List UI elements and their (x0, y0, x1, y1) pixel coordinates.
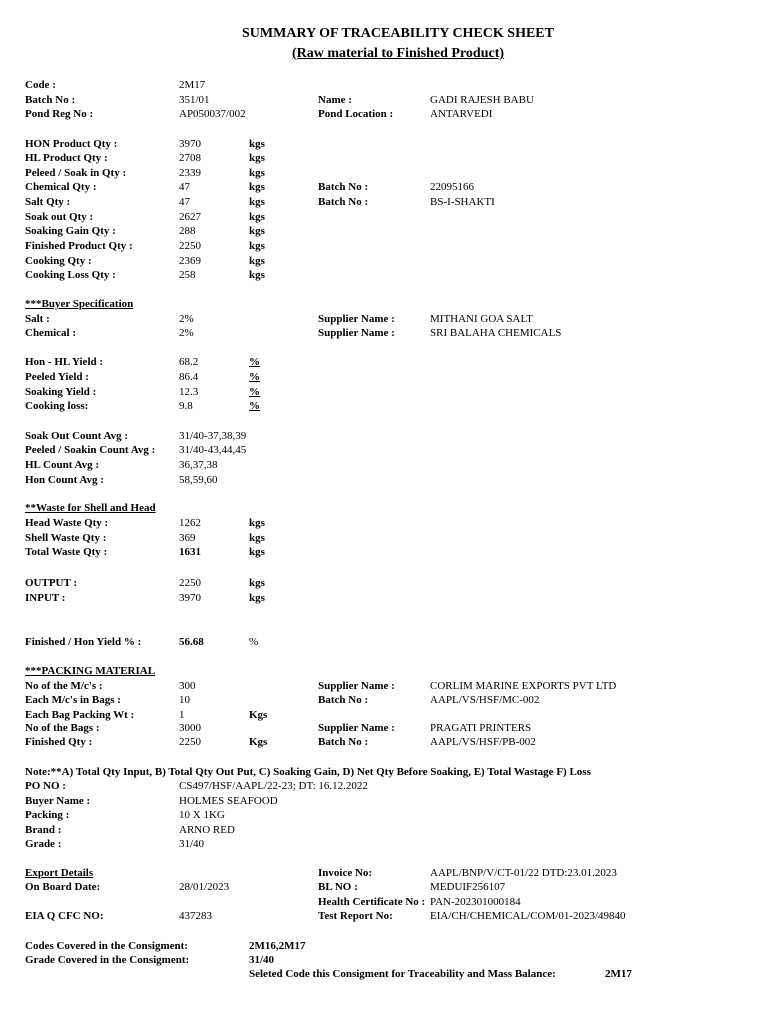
field-value: 288 (179, 225, 196, 237)
field-value: BS-I-SHAKTI (430, 196, 495, 208)
field-value: Batch No : (318, 736, 369, 748)
field-value: Invoice No: (318, 867, 373, 879)
field-value: kgs (249, 211, 265, 223)
field-label: Cooking loss: (25, 400, 89, 412)
field-label: Brand : (25, 824, 62, 836)
field-value: ANTARVEDI (430, 108, 493, 120)
field-value: % (249, 356, 260, 368)
field-value: 10 X 1KG (179, 809, 225, 821)
field-label: Batch No : (25, 94, 76, 106)
field-value: MITHANI GOA SALT (430, 313, 533, 325)
field-label: Cooking Qty : (25, 255, 92, 267)
field-label: Pond Reg No : (25, 108, 94, 120)
field-value: Supplier Name : (318, 680, 395, 692)
field-label: Salt Qty : (25, 196, 71, 208)
field-label: Code : (25, 79, 56, 91)
field-value: BL NO : (318, 881, 358, 893)
document-title: SUMMARY OF TRACEABILITY CHECK SHEET (242, 26, 554, 41)
field-value: 2M16,2M17 (249, 940, 306, 952)
field-label: Chemical : (25, 327, 77, 339)
field-value: Supplier Name : (318, 313, 395, 325)
field-value: CORLIM MARINE EXPORTS PVT LTD (430, 680, 617, 692)
field-value: 2250 (179, 240, 201, 252)
field-label: Shell Waste Qty : (25, 532, 107, 544)
field-label: Soak Out Count Avg : (25, 430, 129, 442)
field-label: Hon - HL Yield : (25, 356, 104, 368)
field-value: kgs (249, 181, 265, 193)
field-value: 22095166 (430, 181, 474, 193)
field-value: 437283 (179, 910, 212, 922)
field-label: Health Certificate No : (318, 896, 426, 908)
field-label: Finished Product Qty : (25, 240, 133, 252)
field-value: 31/40 (179, 838, 205, 850)
field-label: ***PACKING MATERIAL (25, 665, 156, 677)
field-value: 1262 (179, 517, 201, 529)
field-value: 12.3 (179, 386, 199, 398)
field-value: AP050037/002 (179, 108, 246, 120)
field-value: 2% (179, 313, 194, 325)
field-label: ***Buyer Specification (25, 298, 134, 310)
field-value: PAN-202301000184 (430, 896, 521, 908)
field-label: INPUT : (25, 592, 66, 604)
field-label: Soaking Gain Qty : (25, 225, 116, 237)
field-value: % (249, 386, 260, 398)
field-value: 68.2 (179, 356, 199, 368)
field-value: 47 (179, 181, 190, 193)
field-value: kgs (249, 577, 265, 589)
field-value: 2369 (179, 255, 201, 267)
field-value: Supplier Name : (318, 327, 395, 339)
field-label: PO NO : (25, 780, 66, 792)
field-label: No of the Bags : (25, 722, 100, 734)
field-value: ARNO RED (179, 824, 235, 836)
field-value: kgs (249, 225, 265, 237)
field-value: 2250 (179, 577, 201, 589)
field-value: Batch No : (318, 196, 369, 208)
field-value: HOLMES SEAFOOD (179, 795, 278, 807)
field-value: 3000 (179, 722, 201, 734)
field-label: EIA Q CFC NO: (25, 910, 104, 922)
field-value: 369 (179, 532, 196, 544)
field-label: Finished Qty : (25, 736, 93, 748)
field-label: Note:**A) Total Qty Input, B) Total Qty Out Put, C) Soaking Gain, D) Net Qty Before Soaking, E) Total Wastage F) Loss (25, 766, 591, 778)
field-value: % (249, 636, 259, 648)
field-label: Cooking Loss Qty : (25, 269, 116, 281)
field-value: PRAGATI PRINTERS (430, 722, 532, 734)
field-value: 1631 (179, 546, 201, 558)
field-value: 31/40 (249, 954, 275, 966)
field-value: 3970 (179, 592, 201, 604)
field-value: Supplier Name : (318, 722, 395, 734)
field-label: Peleed / Soak in Qty : (25, 167, 127, 179)
field-value: 2250 (179, 736, 201, 748)
field-value: AAPL/BNP/V/CT-01/22 DTD:23.01.2023 (430, 867, 617, 879)
field-label: Chemical Qty : (25, 181, 97, 193)
field-value: SRI BALAHA CHEMICALS (430, 327, 562, 339)
field-label: Export Details (25, 867, 94, 879)
field-label: OUTPUT : (25, 577, 78, 589)
field-label: Packing : (25, 809, 70, 821)
field-value: Pond Location : (318, 108, 394, 120)
field-value: kgs (249, 240, 265, 252)
field-label: Grade : (25, 838, 62, 850)
field-value: Name : (318, 94, 352, 106)
field-value: 3970 (179, 138, 201, 150)
field-label: HL Product Qty : (25, 152, 108, 164)
field-value: % (249, 400, 260, 412)
field-value: 2% (179, 327, 194, 339)
field-label: Salt : (25, 313, 50, 325)
field-value: kgs (249, 196, 265, 208)
field-label: Finished / Hon Yield % : (25, 636, 142, 648)
field-value: EIA/CH/CHEMICAL/COM/01-2023/49840 (430, 910, 626, 922)
field-value: 9.8 (179, 400, 193, 412)
field-value: Batch No : (318, 694, 369, 706)
field-value: Kgs (249, 709, 268, 721)
field-value: MEDUIF256107 (430, 881, 506, 893)
field-value: 31/40-43,44,45 (179, 444, 247, 456)
field-value: Kgs (249, 736, 268, 748)
field-value: 28/01/2023 (179, 881, 230, 893)
field-label: Total Waste Qty : (25, 546, 108, 558)
field-value: 47 (179, 196, 190, 208)
field-label: Each M/c's in Bags : (25, 694, 121, 706)
field-value: 2339 (179, 167, 201, 179)
field-value: 31/40-37,38,39 (179, 430, 247, 442)
field-label: Each Bag Packing Wt : (25, 709, 135, 721)
field-label: No of the M/c's : (25, 680, 103, 692)
field-label: Seleted Code this Consigment for Traceability and Mass Balance: (249, 968, 556, 980)
field-value: kgs (249, 167, 265, 179)
field-value: kgs (249, 517, 265, 529)
field-value: % (249, 371, 260, 383)
field-value: 36,37,38 (179, 459, 218, 471)
field-value: AAPL/VS/HSF/MC-002 (430, 694, 540, 706)
field-label: Peeled Yield : (25, 371, 89, 383)
field-label: Buyer Name : (25, 795, 91, 807)
field-label: Soak out Qty : (25, 211, 94, 223)
field-value: 58,59,60 (179, 474, 218, 486)
field-value: 1 (179, 709, 185, 721)
field-value: 258 (179, 269, 196, 281)
field-label: Peeled / Soakin Count Avg : (25, 444, 156, 456)
field-value: kgs (249, 269, 265, 281)
field-value: 86.4 (179, 371, 199, 383)
field-value: kgs (249, 592, 265, 604)
field-label: Hon Count Avg : (25, 474, 104, 486)
field-value: kgs (249, 532, 265, 544)
field-label: Head Waste Qty : (25, 517, 109, 529)
field-value: 10 (179, 694, 190, 706)
field-label: Soaking Yield : (25, 386, 97, 398)
field-value: Batch No : (318, 181, 369, 193)
field-value: 2M17 (179, 79, 206, 91)
field-label: HON Product Qty : (25, 138, 118, 150)
field-value: Test Report No: (318, 910, 393, 922)
field-label: HL Count Avg : (25, 459, 100, 471)
field-label: On Board Date: (25, 881, 101, 893)
field-value: 2708 (179, 152, 201, 164)
field-value: kgs (249, 546, 265, 558)
field-value: 300 (179, 680, 196, 692)
field-value: kgs (249, 255, 265, 267)
field-value: 2M17 (605, 968, 632, 980)
field-label: Codes Covered in the Consigment: (25, 940, 188, 952)
field-value: AAPL/VS/HSF/PB-002 (430, 736, 536, 748)
field-value: kgs (249, 138, 265, 150)
field-value: CS497/HSF/AAPL/22-23; DT: 16.12.2022 (179, 780, 368, 792)
field-value: 351/01 (179, 94, 210, 106)
field-label: **Waste for Shell and Head (25, 502, 156, 514)
field-value: 2627 (179, 211, 201, 223)
field-label: Grade Covered in the Consigment: (25, 954, 190, 966)
document-subtitle: (Raw material to Finished Product) (291, 46, 505, 61)
field-value: 56.68 (179, 636, 204, 648)
field-value: kgs (249, 152, 265, 164)
field-value: GADI RAJESH BABU (430, 94, 534, 106)
